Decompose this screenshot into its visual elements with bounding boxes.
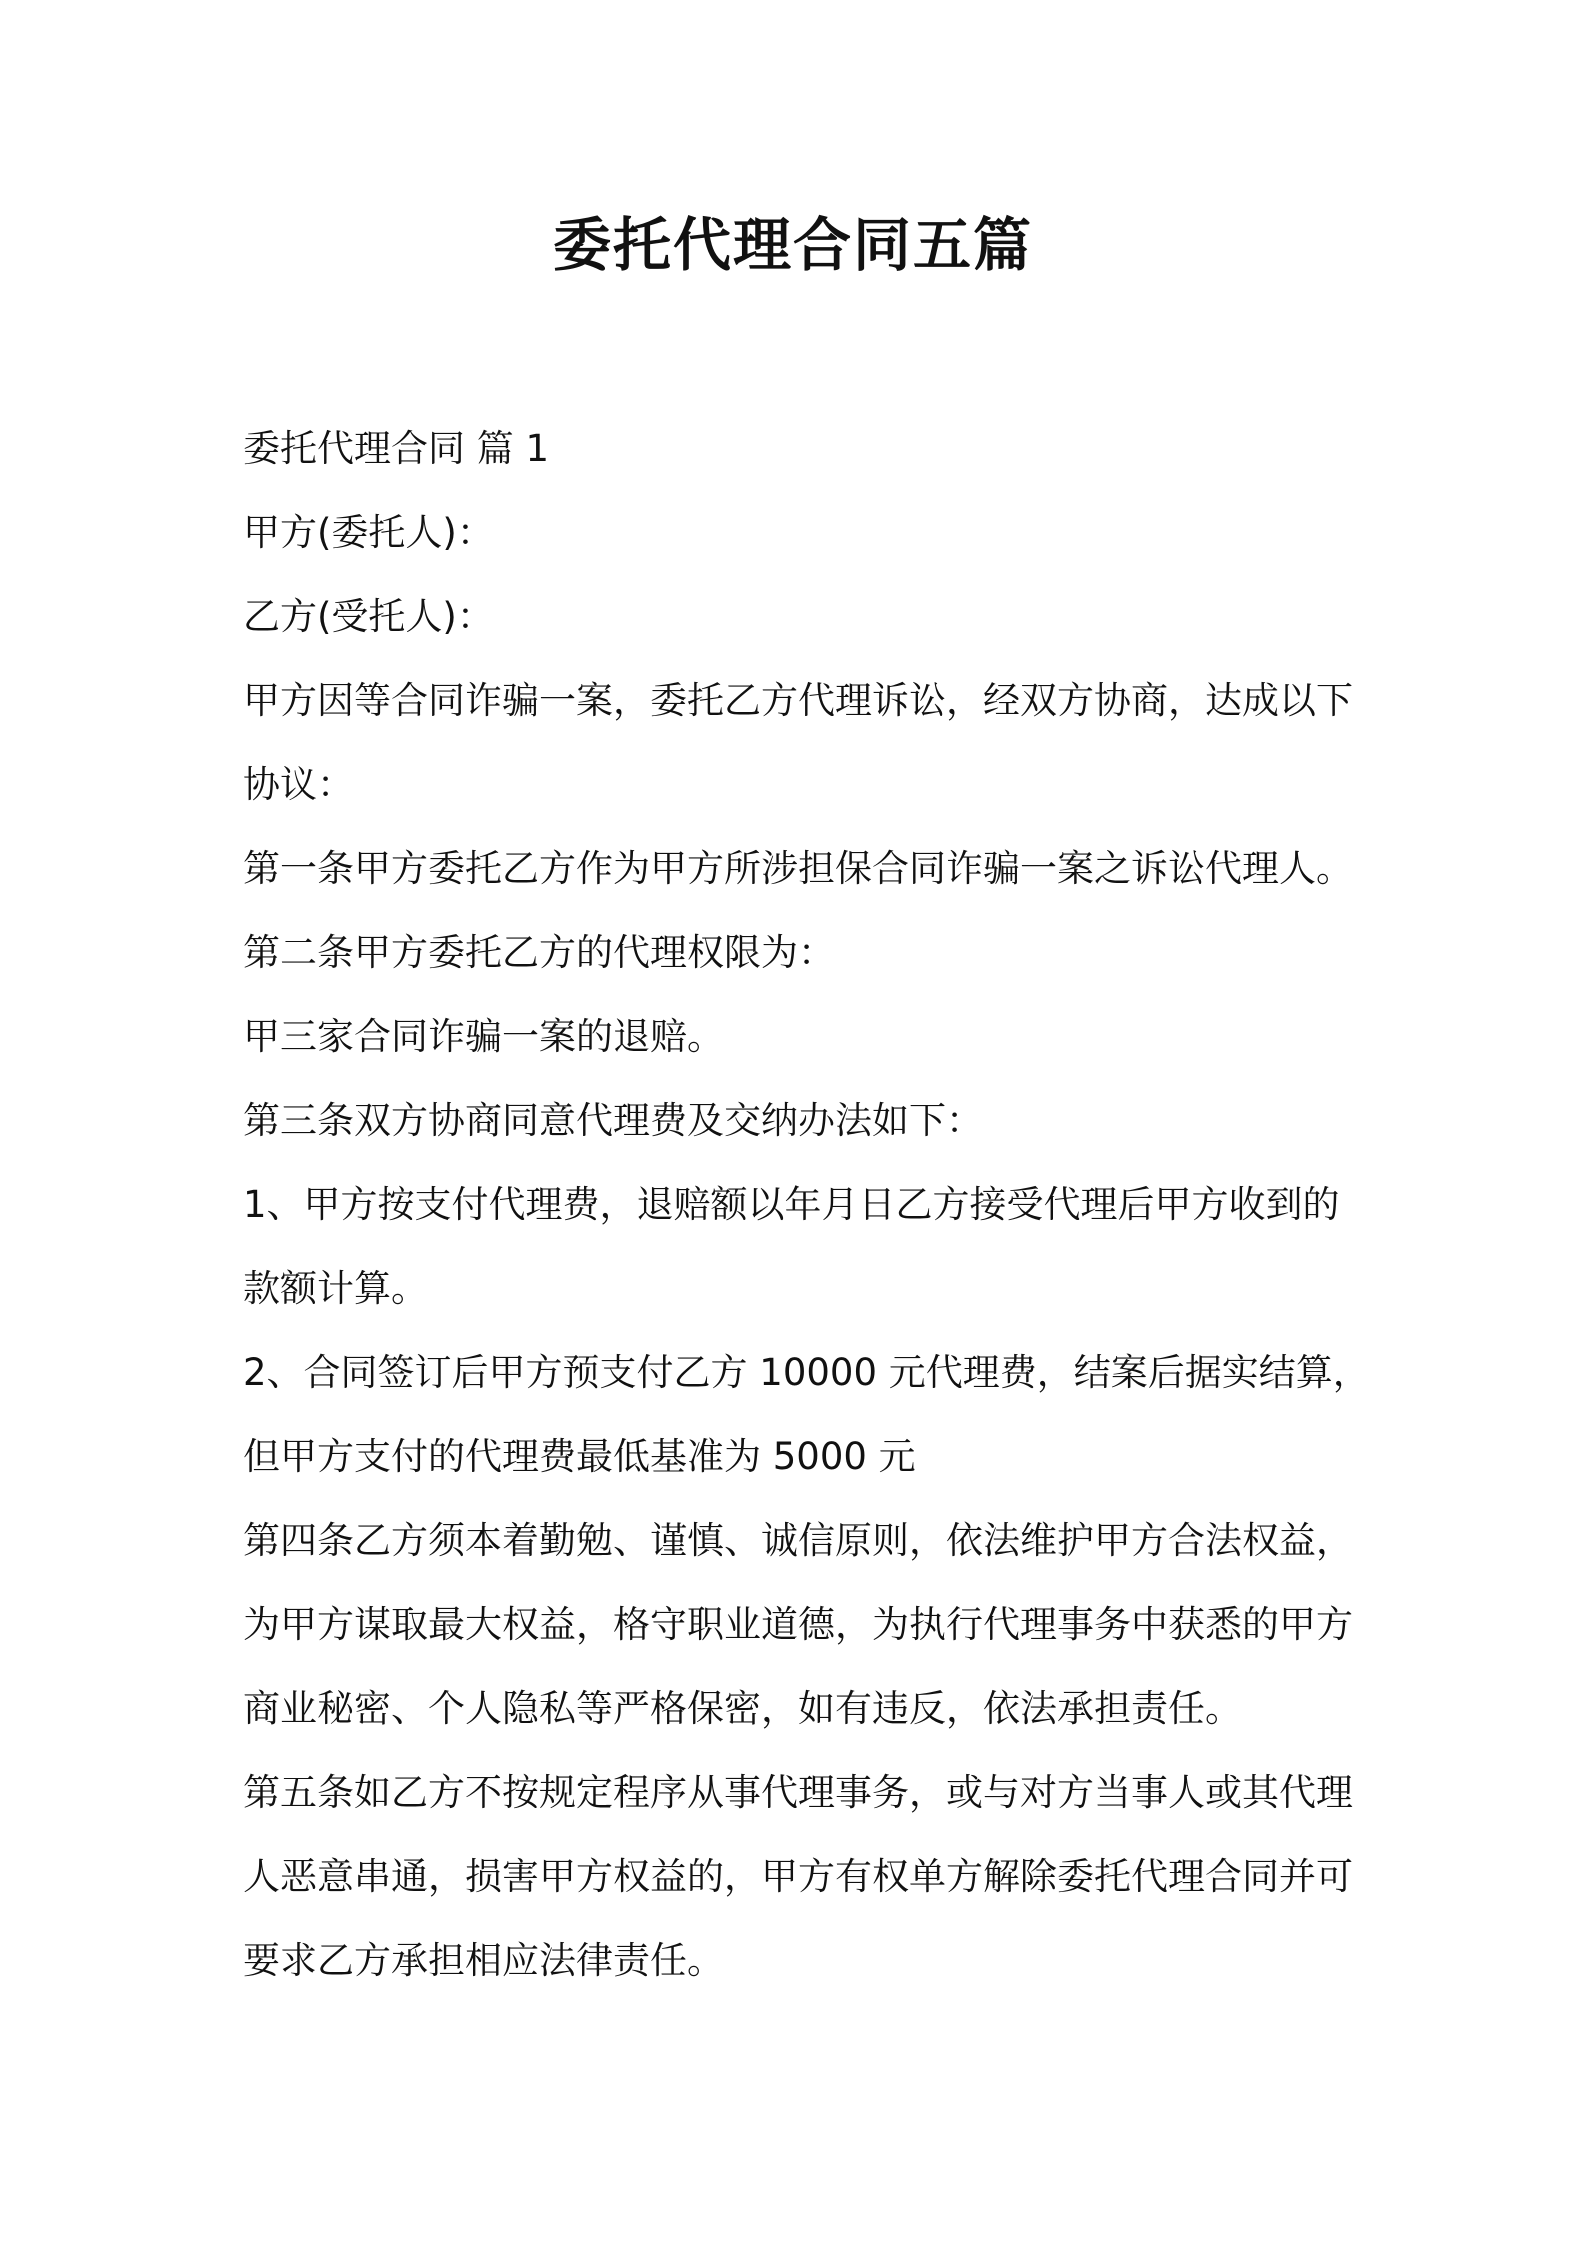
clause-1-line: 1、甲方按支付代理费，退赔额以年月日乙方接受代理后甲方收到的 xyxy=(243,1183,1340,1226)
paragraph-line: 协议： xyxy=(243,763,354,806)
party-b-line: 乙方(受托人)： xyxy=(243,595,494,638)
paragraph-line: 甲三家合同诈骗一案的退赔。 xyxy=(243,1015,724,1058)
article-2-line: 第二条甲方委托乙方的代理权限为： xyxy=(243,931,835,974)
paragraph-line: 甲方因等合同诈骗一案，委托乙方代理诉讼，经双方协商，达成以下 xyxy=(243,679,1353,722)
section-heading: 委托代理合同 篇 1 xyxy=(243,427,550,470)
document-body xyxy=(243,407,1370,2003)
article-5-line: 第五条如乙方不按规定程序从事代理事务，或与对方当事人或其代理 xyxy=(243,1771,1353,1814)
article-5-line: 人恶意串通，损害甲方权益的，甲方有权单方解除委托代理合同并可 xyxy=(243,1855,1353,1898)
clause-2-line: 但甲方支付的代理费最低基准为 5000 元 xyxy=(243,1435,916,1478)
article-4-line: 商业秘密、个人隐私等严格保密，如有违反，依法承担责任。 xyxy=(243,1687,1242,1730)
article-4-line: 为甲方谋取最大权益，格守职业道德，为执行代理事务中获悉的甲方 xyxy=(243,1603,1353,1646)
clause-2-line: 2、合同签订后甲方预支付乙方 10000 元代理费，结案后据实结算， xyxy=(243,1351,1370,1394)
party-a-line: 甲方(委托人)： xyxy=(243,511,494,554)
clause-1-line: 款额计算。 xyxy=(243,1267,428,1310)
article-4-line: 第四条乙方须本着勤勉、谨慎、诚信原则，依法维护甲方合法权益， xyxy=(243,1519,1353,1562)
document-title: 委托代理合同五篇 xyxy=(552,211,1033,279)
article-3-line: 第三条双方协商同意代理费及交纳办法如下： xyxy=(243,1099,983,1142)
article-1-line: 第一条甲方委托乙方作为甲方所涉担保合同诈骗一案之诉讼代理人。 xyxy=(243,847,1353,890)
article-5-line: 要求乙方承担相应法律责任。 xyxy=(243,1939,724,1982)
